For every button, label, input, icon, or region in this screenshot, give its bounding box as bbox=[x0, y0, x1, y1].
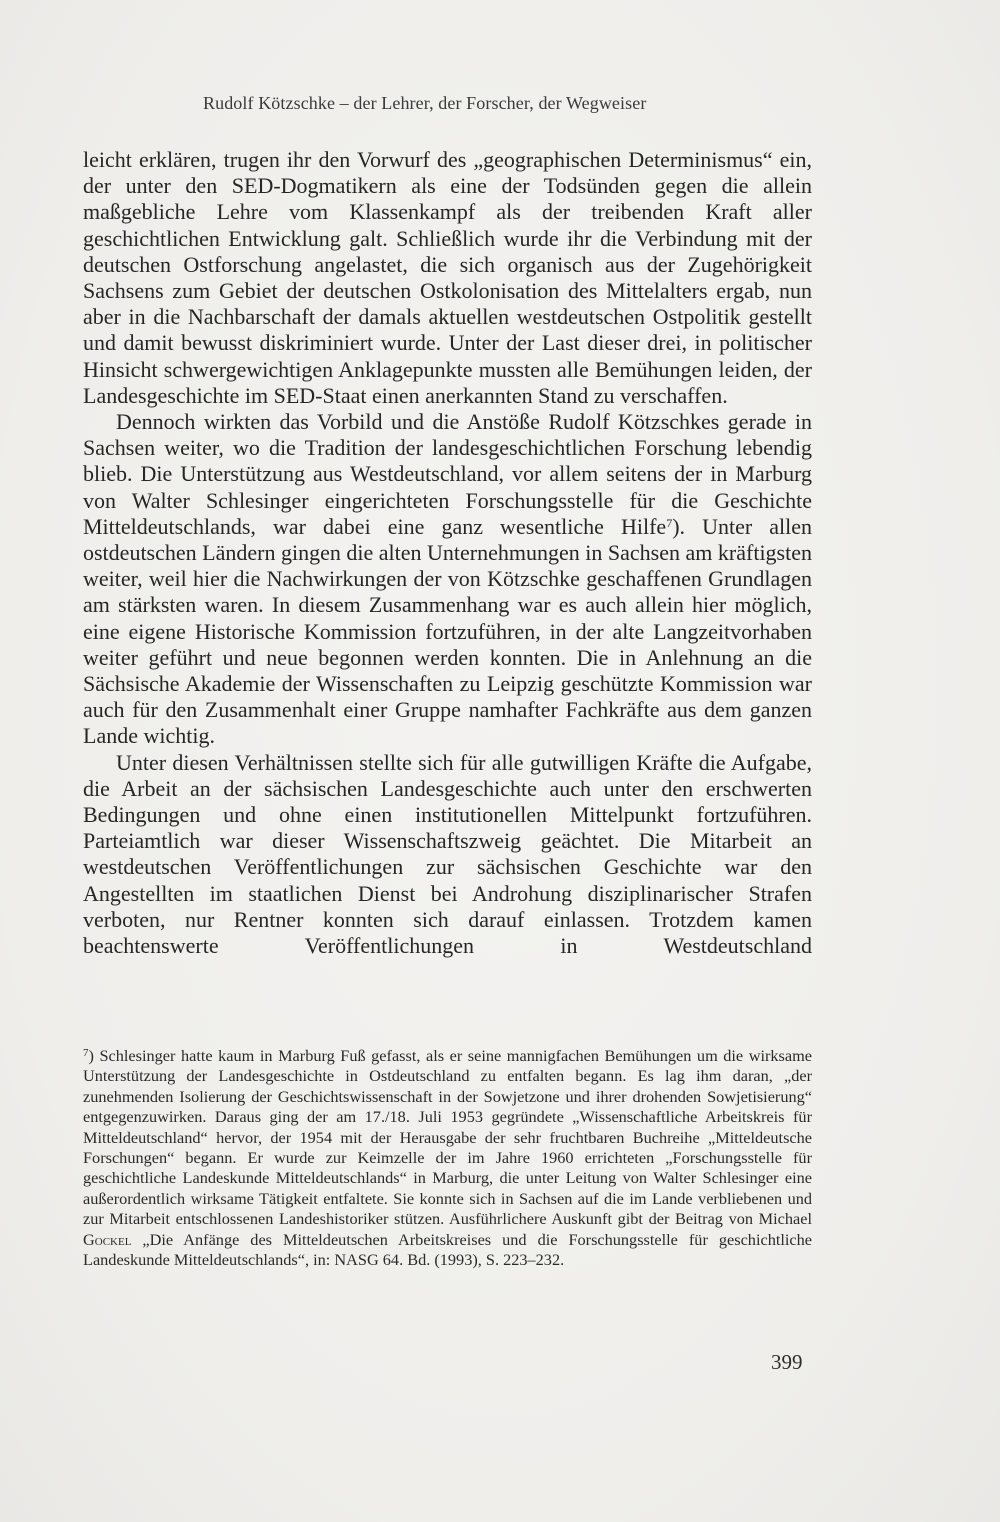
footnote-text-end: „Die Anfänge des Mitteldeutschen Arbeitskreises und die Forschungsstelle für geschichtliche Landeskunde Mitteldeutschlands“, in: NASG 64. Bd. (1993), S. 223–232. bbox=[83, 1229, 812, 1270]
paragraph-2 bbox=[83, 409, 812, 750]
paragraph-2-text-end: ). Unter allen ostdeutschen Ländern gingen die alten Unternehmungen in Sachsen am kräftigsten weiter, weil hier die Nachwirkungen der von Kötzschke geschaffenen Grundlagen am stärksten waren. In diesem Zusammenhang war es auch allein hier möglich, eine eigene Historische Kommission fortzuführen, in der alte Langzeitvorhaben weiter geführt und neue begonnen werden konnten. Die in Anlehnung an die Sächsische Akademie der Wissenschaften zu Leipzig geschützte Kommission war auch für den Zusammenhalt einer Gruppe namhafter Fachkräfte aus dem ganzen Lande wichtig. bbox=[83, 513, 812, 749]
footnote-7 bbox=[83, 1046, 812, 1270]
footnote-text-start: ) Schlesinger hatte kaum in Marburg Fuß gefasst, als er seine mannigfachen Bemühungen um die wirksame Unterstützung der Landesgeschichte in Ostdeutschland zu entfalten begann. Es lag ihm daran, „der zunehmenden Isolierung der Geschichtswissenschaft in der Sowjetzone und ihrer drohenden Sowjetisierung“ entgegenzuwirken. Daraus ging der am 17./18. Juli 1953 gegründete „Wissenschaftliche Arbeitskreis für Mitteldeutschland“ hervor, der 1954 mit der Herausgabe der sehr fruchtbaren Buchreihe „Mitteldeutsche Forschungen“ begann. Er wurde zur Keimzelle der im Jahre 1960 errichteten „Forschungsstelle für geschichtliche Landeskunde Mitteldeutschlands“ in Marburg, die unter Leitung von Walter Schlesinger eine außerordentlich wirksame Tätigkeit entfaltete. Sie konnte sich in Sachsen auf die im Lande verbliebenen und zur Mitarbeit entschlossenen Landeshistoriker stützen. Ausführlichere Auskunft gibt der Beitrag von Michael bbox=[83, 1046, 812, 1229]
paragraph-3: Unter diesen Verhältnissen stellte sich für alle gutwilligen Kräfte die Aufgabe, die Arbeit an der sächsischen Landesgeschichte auch unter den erschwerten Bedingungen und ohne einen institutionellen Mittelpunkt fortzuführen. Parteiamtlich war dieser Wissenschaftszweig geächtet. Die Mitarbeit an westdeutschen Veröffentlichungen zur sächsischen Geschichte war den Angestellten im staatlichen Dienst bei Androhung disziplinarischer Strafen verboten, nur Rentner konnten sich darauf einlassen. Trotzdem kamen beachtenswerte Veröffentlichungen in Westdeutschland bbox=[83, 749, 812, 959]
page-number: 399 bbox=[771, 1350, 803, 1374]
paragraph-1: leicht erklären, trugen ihr den Vorwurf des „geographischen Determinismus“ ein, der unter den SED-Dogmatikern als eine der Todsünden gegen die allein maßgebliche Lehre vom Klassenkampf als der treibenden Kraft aller geschichtlichen Entwicklung galt. Schließlich wurde ihr die Verbindung mit der deutschen Ostforschung angelastet, die sich organisch aus der Zugehörigkeit Sachsens zum Gebiet der deutschen Ostkolonisation des Mittelalters ergab, nun aber in die Nachbarschaft der damals aktuellen westdeutschen Ostpolitik gestellt und damit bewusst diskriminiert wurde. Unter der Last dieser drei, in politischer Hinsicht schwergewichtigen Anklagepunkte mussten alle Bemühungen leiden, der Landesgeschichte im SED-Staat einen anerkannten Stand zu verschaffen. bbox=[83, 147, 812, 408]
body-text bbox=[83, 147, 812, 959]
footnote-area bbox=[83, 1046, 812, 1270]
paragraph-2-text-start: Dennoch wirkten das Vorbild und die Anstöße Rudolf Kötzschkes gerade in Sachsen weiter, wo die Tradition der landesgeschichtlichen Forschung lebendig blieb. Die Unterstützung aus Westdeutschland, vor allem seitens der in Marburg von Walter Schlesinger eingerichteten Forschungsstelle für die Geschichte Mitteldeutschlands, war dabei eine ganz wesentliche Hilfe bbox=[83, 409, 812, 539]
footnote-reference-7[interactable]: 7 bbox=[666, 515, 673, 530]
footnote-author-name: Gockel bbox=[83, 1229, 132, 1249]
running-head: Rudolf Kötzschke – der Lehrer, der Forscher, der Wegweiser bbox=[203, 93, 647, 113]
footnote-mark: 7 bbox=[83, 1047, 89, 1059]
